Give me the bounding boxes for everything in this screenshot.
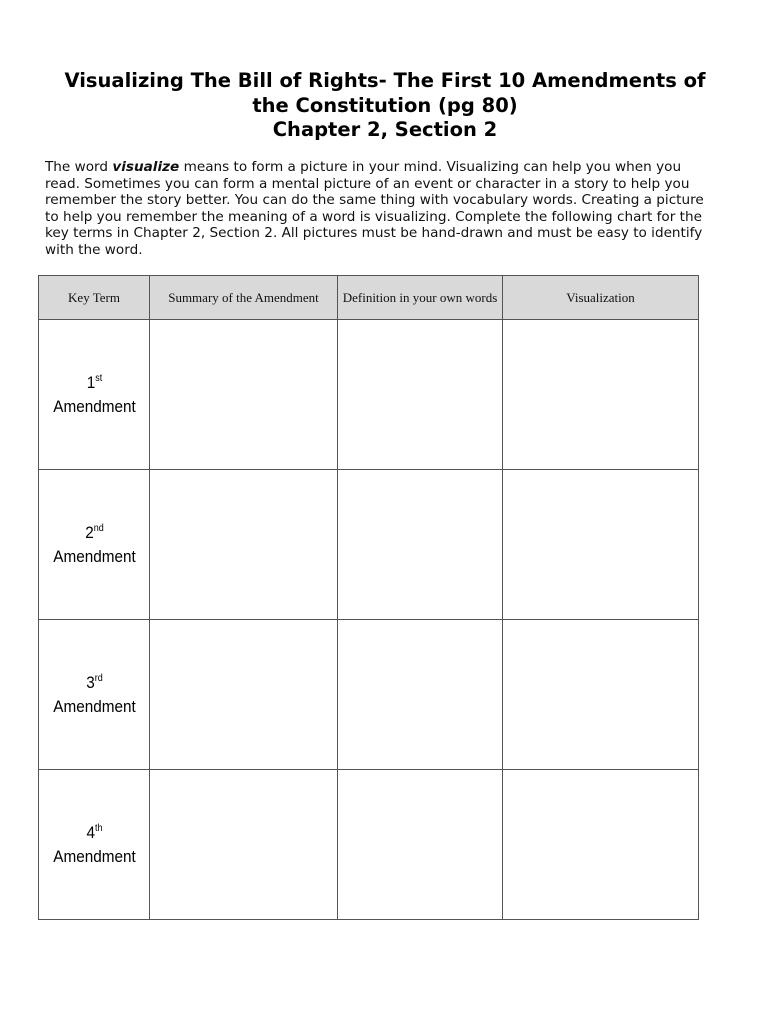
visualization-cell[interactable] [503,770,699,920]
key-term-cell [44,620,144,770]
key-term-cell [44,320,144,470]
title-line-1: Visualizing The Bill of Rights- The First 10 Amendments of [64,69,706,92]
amendment-label: Amendment [52,696,136,716]
ordinal-suffix: rd [94,672,103,684]
ordinal-suffix: st [94,372,102,384]
summary-cell[interactable] [150,470,338,620]
definition-cell[interactable] [338,770,503,920]
amendment-number: 2 [84,522,94,542]
amendment-number: 4 [85,822,95,842]
table-row [39,770,699,920]
instructions-prefix: The word [45,159,113,175]
visualization-cell[interactable] [503,620,699,770]
definition-cell[interactable] [338,620,503,770]
amendment-number: 3 [85,672,95,692]
summary-cell[interactable] [150,320,338,470]
table-row [39,470,699,620]
ordinal-suffix: nd [93,522,104,534]
definition-cell[interactable] [338,470,503,620]
key-term-cell [44,770,144,920]
vocabulary-chart [38,275,699,920]
key-term-cell [44,470,144,620]
header-visualization: Visualization [503,276,699,320]
amendment-label: Amendment [52,546,136,566]
definition-cell[interactable] [338,320,503,470]
worksheet-title [40,69,730,143]
keyword-visualize: visualize [112,159,180,175]
amendment-label: Amendment [52,396,136,416]
header-row [39,276,699,320]
amendment-label: Amendment [52,846,136,866]
table-row [39,620,699,770]
visualization-cell[interactable] [503,470,699,620]
instructions-paragraph [45,159,720,259]
title-line-2: the Constitution (pg 80) [252,93,518,117]
amendment-number: 1 [86,372,95,392]
ordinal-suffix: th [94,822,103,834]
header-definition: Definition in your own words [338,276,503,320]
visualization-cell[interactable] [503,320,699,470]
summary-cell[interactable] [150,620,338,770]
title-line-3: Chapter 2, Section 2 [272,118,498,141]
header-key-term: Key Term [39,276,150,320]
header-summary: Summary of the Amendment [150,276,338,320]
instructions-text: means to form a picture in your mind. Visualizing can help you when you read. Sometimes you can form a mental picture of an event or character in a story to help you remember the story better. You can do the same thing with vocabulary words. Creating a picture to help you remember the meaning of a word is visualizing. Complete the following chart for the key terms in Chapter 2, Section 2. All pictures must be hand-drawn and must be easy to identify with the word. [45,159,704,258]
table-row [39,320,699,470]
summary-cell[interactable] [150,770,338,920]
